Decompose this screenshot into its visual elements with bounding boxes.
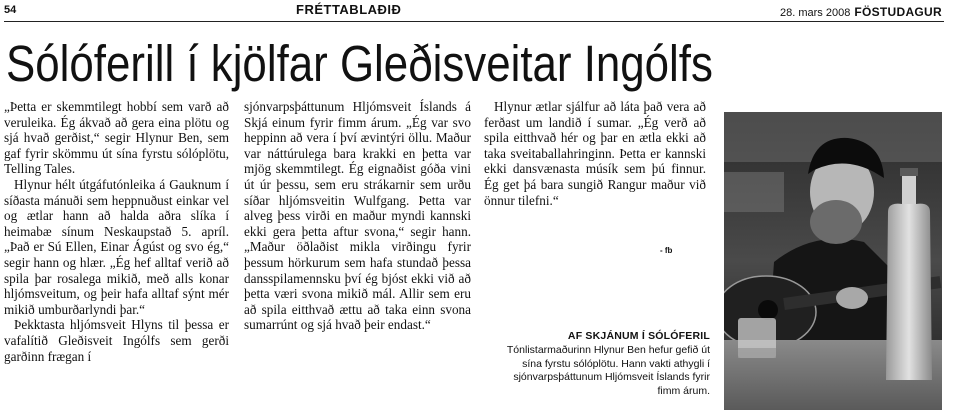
header-rule <box>4 21 944 22</box>
paragraph: Hlynur ætlar sjálfur að láta það vera að ferðast um landið í sumar. „Ég verð að spila eitthvað hér og þar en ætla ekki að taka sveitaballahringinn. Þetta er kannski ekki dansvænasta músík sem þú finnur. Ég get þá bara sungið Rangur maður við önnur tilefni.“ <box>484 99 706 208</box>
article-headline: Sólóferill í kjölfar Gleðisveitar Ingólfs <box>6 35 713 92</box>
caption-text: Tónlistarmaðurinn Hlynur Ben hefur gefið út sína fyrstu sólóplötu. Hann vakti athygli í sjónvarpsþáttunum Hljómsveit Íslands fyrir fimm árum. <box>506 343 710 398</box>
paragraph: sjónvarpsþáttunum Hljómsveit Íslands á Skjá einum fyrir fimm árum. „Ég var svo heppinn að vera í því ævintýri öllu. Maður var náttúrulega bara krakki en þetta var mjög skemmtilegt. Ég eignaðist góða vini út úr þessu, sem eru strákarnir sem urðu síðar hljómsveitin Wulfgang. Þetta var alveg þess virði en maður myndi kannski ekki gera þetta aftur svona,“ segir hann. „Maður öðlaðist mikla virðingu fyrir þessum hörkurum sem hafa stundað þessa dansspilamennsku því ég bjóst ekki við að þetta væri svona mikið mál. Allir sem eru að spila eitthvað ættu að taka einn svona sumarrúnt og sjá hvað þeir endast.“ <box>244 99 471 333</box>
issue-weekday: FÖSTUDAGUR <box>854 5 942 19</box>
caption-lead: AF SKJÁNUM Í SÓLÓFERIL <box>567 330 710 342</box>
dateline <box>780 5 942 19</box>
photo-caption <box>488 330 710 399</box>
article-column-1 <box>4 99 229 364</box>
page-number: 54 <box>4 4 17 16</box>
paragraph: Hlynur hélt útgáfutónleika á Gauknum í síðasta mánuði sem heppnuðust einkar vel og ætlar hann að halda aðra slíka í heimabæ sínum Neskaupstað 5. apríl. „Það er Sú Ellen, Einar Ágúst og svo ég,“ segir hann og hlær. „Ég hef alltaf verið að spila þar rosalega mikið, með alls konar hljómsveitum, og þeir hafa alltaf sýnt mér mikið umburðarlyndi þar.“ <box>4 176 229 317</box>
article-column-3 <box>484 99 706 208</box>
issue-date: 28. mars 2008 <box>780 7 851 19</box>
article-column-2 <box>244 99 471 333</box>
paragraph: „Þetta er skemmtilegt hobbí sem varð að veruleika. Ég ákvað að gera eina plötu og sjá hvað gerðist,“ segir Hlynur Ben, sem gaf fyrir skömmu út sína fyrstu sólóplötu, Telling Tales. <box>4 99 229 177</box>
author-signature: - fb <box>660 246 673 255</box>
page-header <box>0 0 960 22</box>
musician-photo-illustration <box>724 112 942 410</box>
paragraph: Þekktasta hljómsveit Hlyns til þessa er vafalítið Gleðisveit Ingólfs sem gerði garðinn frægan í <box>4 317 229 364</box>
newspaper-name: FRÉTTABLAÐIÐ <box>296 2 402 17</box>
article-photo <box>724 112 942 410</box>
